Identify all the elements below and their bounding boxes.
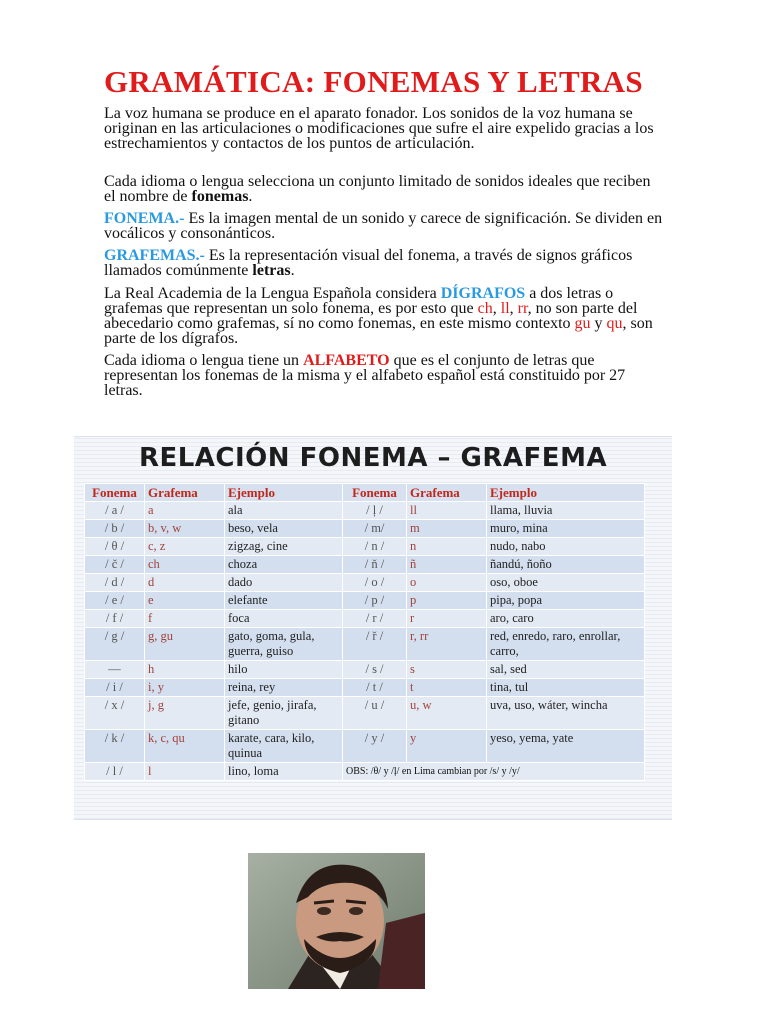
cell-grafema-right: t bbox=[407, 679, 487, 697]
table-row bbox=[85, 730, 645, 763]
cell-ejemplo-left: ala bbox=[225, 502, 343, 520]
cell-fonema-right: / ř / bbox=[343, 628, 407, 661]
cell-ejemplo-left: karate, cara, kilo, quinua bbox=[225, 730, 343, 763]
table-row bbox=[85, 502, 645, 520]
digraph-ll: ll bbox=[500, 300, 510, 317]
cell-fonema-left: / x / bbox=[85, 697, 145, 730]
cell-ejemplo-left: reina, rey bbox=[225, 679, 343, 697]
cell-grafema-right: s bbox=[407, 661, 487, 679]
p5-text-c: , no son parte del abecedario como grafemas, sí no como fonemas, en este mismo contexto bbox=[104, 300, 638, 332]
cell-grafema-left: e bbox=[145, 592, 225, 610]
cell-fonema-right: / ļ / bbox=[343, 502, 407, 520]
cell-grafema-left: i, y bbox=[145, 679, 225, 697]
cell-fonema-left: / č / bbox=[85, 556, 145, 574]
cell-ejemplo-right: nudo, nabo bbox=[487, 538, 645, 556]
cell-grafema-left: b, v, w bbox=[145, 520, 225, 538]
p5-text-a: La Real Academia de la Lengua Española considera bbox=[104, 285, 441, 302]
cell-grafema-left: ch bbox=[145, 556, 225, 574]
cell-ejemplo-right: muro, mina bbox=[487, 520, 645, 538]
cell-fonema-left: / b / bbox=[85, 520, 145, 538]
cell-grafema-left: j, g bbox=[145, 697, 225, 730]
cell-ejemplo-left: gato, goma, gula, guerra, guiso bbox=[225, 628, 343, 661]
observation-note: OBS: /θ/ y /ļ/ en Lima cambian por /s/ y /y/ bbox=[343, 763, 645, 781]
relacion-fonema-grafema-chart bbox=[74, 436, 672, 820]
cell-fonema-right: / s / bbox=[343, 661, 407, 679]
cell-fonema-left: / k / bbox=[85, 730, 145, 763]
cell-fonema-right: / r / bbox=[343, 610, 407, 628]
cell-fonema-left: — bbox=[85, 661, 145, 679]
cell-fonema-left: / d / bbox=[85, 574, 145, 592]
header-ejemplo-1: Ejemplo bbox=[225, 484, 343, 502]
portrait-illustration bbox=[248, 853, 425, 989]
cell-ejemplo-right: sal, sed bbox=[487, 661, 645, 679]
paragraph-fonema-definition bbox=[104, 211, 664, 241]
paragraph-voz-humana: La voz humana se produce en el aparato fonador. Los sonidos de la voz humana se originan en las articulaciones o modificaciones que sufre el aire expelido gracias a los estrechamientos y contactos de los puntos de articulación. bbox=[104, 105, 654, 152]
table-header-row bbox=[85, 484, 645, 502]
table-row bbox=[85, 697, 645, 730]
cell-grafema-left: l bbox=[145, 763, 225, 781]
p4-text: Es la representación visual del fonema, a través de signos gráficos llamados comúnmente bbox=[104, 247, 633, 279]
p6-text-a: Cada idioma o lengua tiene un bbox=[104, 352, 304, 369]
cell-ejemplo-left: jefe, genio, jirafa, gitano bbox=[225, 697, 343, 730]
header-fonema-1: Fonema bbox=[85, 484, 145, 502]
cell-fonema-left: / θ / bbox=[85, 538, 145, 556]
portrait-photo bbox=[248, 853, 425, 989]
cell-grafema-right: ñ bbox=[407, 556, 487, 574]
cell-fonema-left: / g / bbox=[85, 628, 145, 661]
cell-ejemplo-left: foca bbox=[225, 610, 343, 628]
cell-ejemplo-left: choza bbox=[225, 556, 343, 574]
cell-ejemplo-right: tina, tul bbox=[487, 679, 645, 697]
cell-grafema-right: r bbox=[407, 610, 487, 628]
cell-fonema-left: / e / bbox=[85, 592, 145, 610]
fonema-label: FONEMA.- bbox=[104, 210, 185, 227]
cell-grafema-right: o bbox=[407, 574, 487, 592]
cell-fonema-left: / a / bbox=[85, 502, 145, 520]
cell-ejemplo-left: dado bbox=[225, 574, 343, 592]
cell-grafema-right: u, w bbox=[407, 697, 487, 730]
cell-ejemplo-left: zigzag, cine bbox=[225, 538, 343, 556]
cell-ejemplo-right: red, enredo, raro, enrollar, carro, bbox=[487, 628, 645, 661]
cell-ejemplo-right: uva, uso, wáter, wincha bbox=[487, 697, 645, 730]
cell-ejemplo-right: ñandú, ñoño bbox=[487, 556, 645, 574]
cell-grafema-left: g, gu bbox=[145, 628, 225, 661]
table-row bbox=[85, 679, 645, 697]
header-grafema-2: Grafema bbox=[407, 484, 487, 502]
digrafos-label: DÍGRAFOS bbox=[440, 285, 526, 302]
table-row bbox=[85, 628, 645, 661]
digraph-rr: rr bbox=[517, 300, 528, 317]
p5-y: y bbox=[590, 315, 607, 332]
p5-text-d: , son parte de los dígrafos. bbox=[104, 315, 653, 347]
cell-grafema-right: ll bbox=[407, 502, 487, 520]
table-row bbox=[85, 574, 645, 592]
cell-fonema-right: / y / bbox=[343, 730, 407, 763]
page-title: GRAMÁTICA: FONEMAS Y LETRAS bbox=[104, 64, 643, 99]
cell-grafema-left: h bbox=[145, 661, 225, 679]
cell-grafema-right: r, rr bbox=[407, 628, 487, 661]
p2-end: . bbox=[248, 188, 253, 205]
cell-ejemplo-right: oso, oboe bbox=[487, 574, 645, 592]
table-row bbox=[85, 592, 645, 610]
digraph-qu: qu bbox=[606, 315, 623, 332]
alfabeto-label: ALFABETO bbox=[303, 352, 390, 369]
header-grafema-1: Grafema bbox=[145, 484, 225, 502]
p2-bold-fonemas: fonemas bbox=[191, 188, 249, 205]
table-row bbox=[85, 538, 645, 556]
p4-end: . bbox=[290, 262, 295, 279]
p4-bold-letras: letras bbox=[252, 262, 291, 279]
cell-fonema-right: / m/ bbox=[343, 520, 407, 538]
table-row bbox=[85, 661, 645, 679]
cell-grafema-left: d bbox=[145, 574, 225, 592]
cell-fonema-right: / u / bbox=[343, 697, 407, 730]
cell-fonema-right: / n / bbox=[343, 538, 407, 556]
paragraph-alfabeto bbox=[104, 353, 664, 398]
p3-text: Es la imagen mental de un sonido y carece de significación. Se dividen en vocálicos y consonánticos. bbox=[104, 210, 663, 242]
cell-fonema-left: / l / bbox=[85, 763, 145, 781]
cell-ejemplo-right: llama, lluvia bbox=[487, 502, 645, 520]
chart-title: RELACIÓN FONEMA – GRAFEMA bbox=[138, 443, 608, 473]
cell-ejemplo-left: lino, loma bbox=[225, 763, 343, 781]
table-row bbox=[85, 763, 645, 781]
p2-text: Cada idioma o lengua selecciona un conjunto limitado de sonidos ideales que reciben el nombre de bbox=[104, 173, 651, 205]
table-body bbox=[85, 502, 645, 781]
cell-grafema-left: f bbox=[145, 610, 225, 628]
cell-ejemplo-left: elefante bbox=[225, 592, 343, 610]
cell-fonema-right: / t / bbox=[343, 679, 407, 697]
cell-grafema-left: c, z bbox=[145, 538, 225, 556]
cell-grafema-right: p bbox=[407, 592, 487, 610]
table-row bbox=[85, 556, 645, 574]
table-row bbox=[85, 520, 645, 538]
cell-ejemplo-right: aro, caro bbox=[487, 610, 645, 628]
cell-ejemplo-left: hilo bbox=[225, 661, 343, 679]
cell-ejemplo-left: beso, vela bbox=[225, 520, 343, 538]
digraph-gu: gu bbox=[574, 315, 591, 332]
cell-fonema-right: / ň / bbox=[343, 556, 407, 574]
cell-ejemplo-right: yeso, yema, yate bbox=[487, 730, 645, 763]
p5-text-b: a dos letras o grafemas que representan un solo fonema, es por esto que bbox=[104, 285, 614, 317]
grafemas-label: GRAFEMAS.- bbox=[104, 247, 205, 264]
p5-comma-2: , bbox=[509, 300, 518, 317]
paragraph-grafemas-definition bbox=[104, 248, 664, 278]
fonema-grafema-table bbox=[84, 483, 645, 781]
table-row bbox=[85, 610, 645, 628]
cell-fonema-right: / o / bbox=[343, 574, 407, 592]
cell-fonema-left: / i / bbox=[85, 679, 145, 697]
header-fonema-2: Fonema bbox=[343, 484, 407, 502]
cell-fonema-left: / f / bbox=[85, 610, 145, 628]
p6-text-b: que es el conjunto de letras que representan los fonemas de la misma y el alfabeto español está constituido por 27 letras. bbox=[104, 352, 626, 399]
digraph-ch: ch bbox=[477, 300, 493, 317]
cell-grafema-left: a bbox=[145, 502, 225, 520]
cell-grafema-right: m bbox=[407, 520, 487, 538]
paragraph-digrafos bbox=[104, 286, 664, 346]
cell-grafema-right: n bbox=[407, 538, 487, 556]
cell-fonema-right: / p / bbox=[343, 592, 407, 610]
paragraph-fonemas-intro bbox=[104, 174, 664, 204]
cell-grafema-left: k, c, qu bbox=[145, 730, 225, 763]
p5-comma-1: , bbox=[492, 300, 501, 317]
cell-ejemplo-right: pipa, popa bbox=[487, 592, 645, 610]
cell-grafema-right: y bbox=[407, 730, 487, 763]
header-ejemplo-2: Ejemplo bbox=[487, 484, 645, 502]
